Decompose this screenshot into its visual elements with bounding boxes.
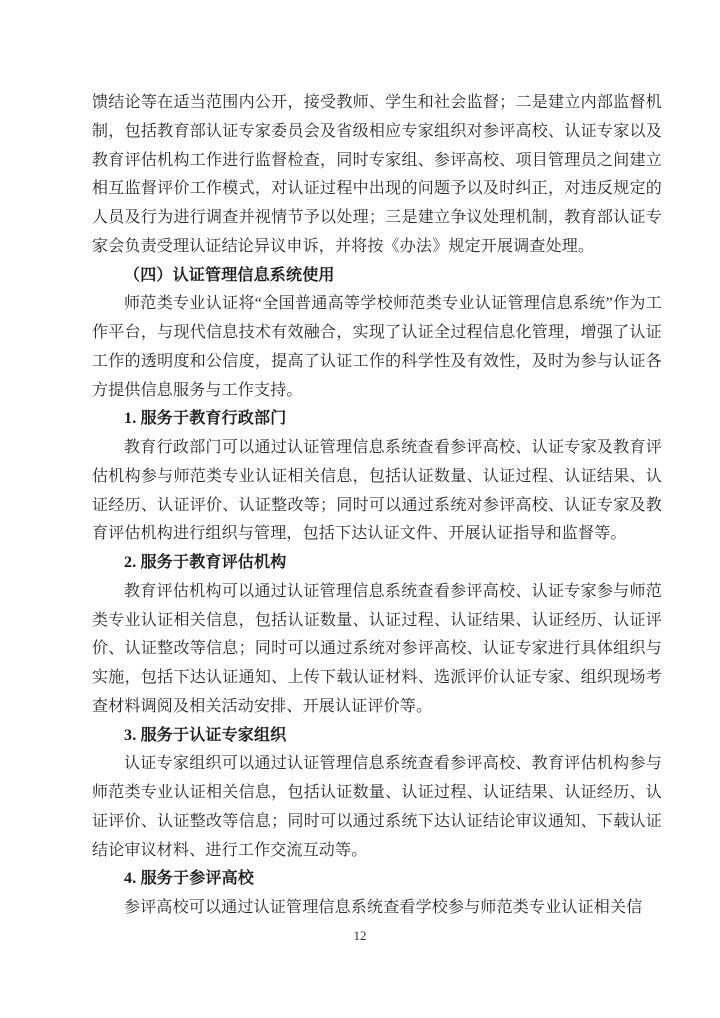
heading-sub-4-participating-univ: 4. 服务于参评高校 [124,870,255,888]
page-footer [0,928,720,944]
heading-sub-3-expert-org: 3. 服务于认证专家组织 [124,726,287,744]
heading-sub-2-evaluation-org: 2. 服务于教育评估机构 [124,554,287,571]
paragraph-supervision-continuation: 馈结论等在适当范围内公开，接受教师、学生和社会监督；二是建立内部监督机制，包括教育部认证专家委员会及省级相应专家组织对参评高校、认证专家以及教育评估机构工作进行监督检查，同时专家组、参评高校、项目管理员之间建立相互监督评价工作模式，对认证过程中出现的问题予以及时纠正，对违反规定的人员及行为进行调查并视情节予以处理；三是建立争议处理机制，教育部认证专家会负责受理认证结论异议申诉，并将按《办法》规定开展调查处理。 [92,94,662,255]
heading-section-4-info-system: （四）认证管理信息系统使用 [124,266,335,284]
document-text-content [92,89,662,923]
paragraph-edu-admin: 教育行政部门可以通过认证管理信息系统查看参评高校、认证专家及教育评估机构参与师范类专业认证相关信息，包括认证数量、认证过程、认证结果、认证经历、认证评价、认证整改等；同时可以通过系统对参评高校、认证专家及教育评估机构进行组织与管理，包括下达认证文件、开展认证指导和监督等。 [92,439,662,543]
paragraph-info-system-intro: 师范类专业认证将“全国普通高等学校师范类专业认证管理信息系统”作为工作平台，与现代信息技术有效融合，实现了认证全过程信息化管理，增强了认证工作的透明度和公信度，提高了认证工作的科学性及有效性，及时为参与认证各方提供信息服务与工作支持。 [92,295,662,399]
page-number: 12 [353,928,367,943]
paragraph-participating-univ: 参评高校可以通过认证管理信息系统查看学校参与师范类专业认证相关信 [124,899,643,916]
paragraph-expert-org: 认证专家组织可以通过认证管理信息系统查看参评高校、教育评估机构参与师范类专业认证相关信息，包括认证数量、认证过程、认证结果、认证经历、认证评价、认证整改等信息；同时可以通过系统下达认证结论审议通知、下载认证结论审议材料、进行工作交流互动等。 [92,755,662,859]
paragraph-evaluation-org: 教育评估机构可以通过认证管理信息系统查看参评高校、认证专家参与师范类专业认证相关信息，包括认证数量、认证过程、认证结果、认证经历、认证评价、认证整改等信息；同时可以通过系统对参评高校、认证专家进行具体组织与实施，包括下达认证通知、上传下载认证材料、选派评价认证专家、组织现场考查材料调阅及相关活动安排、开展认证评价等。 [92,582,662,715]
heading-sub-1-edu-admin: 1. 服务于教育行政部门 [124,410,287,428]
